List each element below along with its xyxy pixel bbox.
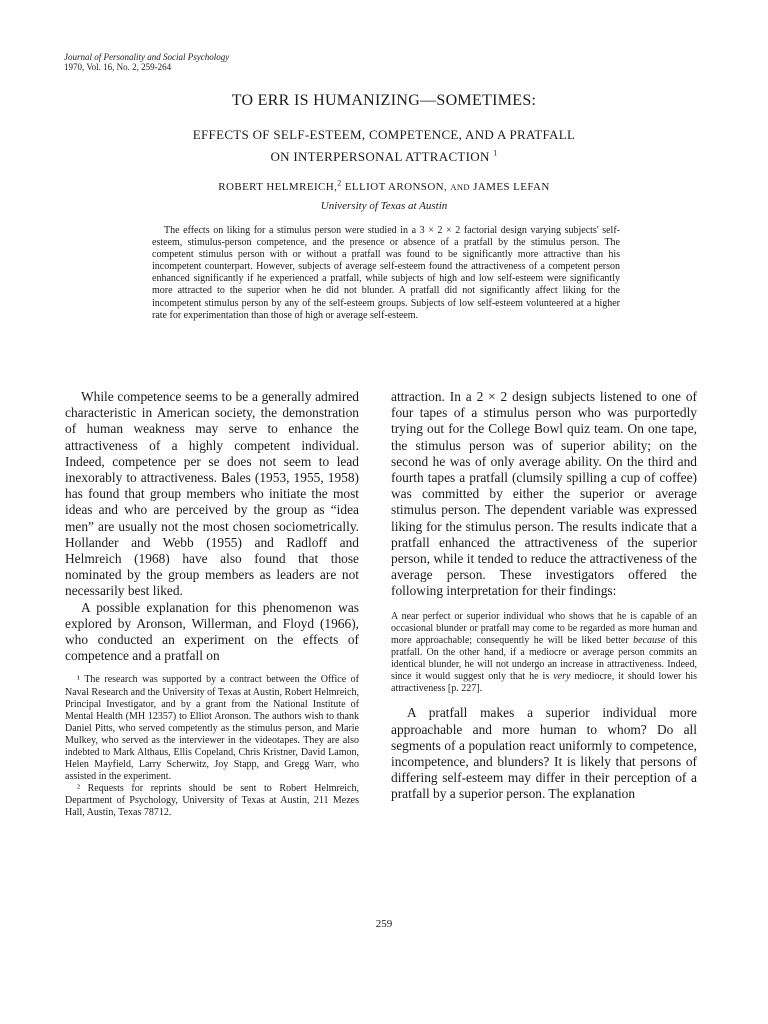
footnote-1: ¹ The research was supported by a contract between the Office of Naval Research and the University of Texas at Austin, Robert Helmreich, Principal Investigator, and by a grant from the National Institute of Mental Health (MH 12357) to Elliot Aronson. The authors wish to thank Daniel Pitts, who served competently as the stimulus person, and Marie Mulkey, who served as the interviewer in the videotapes. They are also indebted to Mark Althaus, Ellis Copeland, Chris Kristner, David Lamon, Helen Mayfield, Larry Scherwitz, Joy Stapp, and Gregg Warr, who assisted in the experiment. — [65, 674, 359, 783]
subtitle-line-2 — [0, 146, 768, 168]
journal-volume: 1970, Vol. 16, No. 2, 259-264 — [64, 62, 172, 72]
affiliation: University of Texas at Austin — [320, 200, 448, 212]
author-lefan: JAMES LEFAN — [473, 181, 550, 193]
journal-name: Journal of Personality and Social Psychology — [64, 52, 230, 62]
footnote-2: ² Requests for reprints should be sent to Robert Helmreich, Department of Psychology, University of Texas at Austin, 211 Mezes Hall, Austin, Texas 78712. — [65, 783, 359, 819]
body-paragraph: attraction. In a 2 × 2 design subjects listened to one of four tapes of a stimulus person who was purportedly trying out for the College Bowl quiz team. On one tape, the stimulus person was of superior ability; on the second he was of only average ability. On the third and fourth tapes a pratfall (clumsily spilling a cup of coffee) was committed by either the superior or average stimulus person. The dependent variable was expressed liking for the stimulus person. The results indicate that a pratfall enhanced the attractiveness of the superior person, while it tended to reduce the attractiveness of the average person. These investigators offered the following interpretation for their findings: — [391, 389, 697, 599]
body-paragraph: A pratfall makes a superior individual more approachable and more human to whom? Do all segments of a population react uniformly to competence, incompetence, and blunders? It is likely that persons of differing self-esteem may differ in their perception of a pratfall by a superior person. The explanation — [391, 705, 697, 802]
author-conjunction: AND — [450, 182, 470, 192]
quote-part-a: A near perfect or superior individual who shows that he is capable of an occasional blunder or pratfall may come to be regarded as more human and more approachable; consequently he will be liked better — [391, 610, 697, 646]
page-number: 259 — [375, 918, 393, 930]
footnote-marker-2: 2 — [337, 178, 342, 188]
quote-emphasis-very: very — [553, 671, 571, 683]
right-column — [391, 389, 697, 803]
quote-emphasis-because: because — [633, 634, 666, 646]
abstract: The effects on liking for a stimulus person were studied in a 3 × 2 × 2 factorial design varying subjects' self-esteem, stimulus-person competence, and the presence or absence of a pratfall by the stimulus person. The competent stimulus person with or without a pratfall was found to be significantly more attractive than his incompetent counterpart. However, subjects of average self-esteem found the attractiveness of a competent person enhanced significantly if he experienced a pratfall, while subjects of high and low self-esteem were significantly more attracted to the superior when he did not blunder. A pratfall did not significantly affect liking for the incompetent stimulus person by any of the self-esteem groups. Subjects of low self-esteem volunteered at a higher rate for experimentation than those of high or average self-esteem. — [152, 225, 620, 321]
subtitle-line-2-text: ON INTERPERSONAL ATTRACTION — [270, 149, 490, 164]
footnote-marker-1: 1 — [493, 148, 498, 158]
quote-text — [391, 611, 697, 696]
author-helmreich: ROBERT HELMREICH, — [218, 181, 338, 193]
left-column — [65, 389, 359, 820]
author-aronson: ELLIOT ARONSON, — [344, 181, 448, 193]
article-subtitle — [0, 124, 768, 168]
journal-citation — [64, 52, 229, 72]
article-title: TO ERR IS HUMANIZING—SOMETIMES: — [231, 92, 537, 109]
block-quote — [391, 611, 697, 696]
quote-part-b: of this pratfall. On the other hand, if a mediocre or average person commits an identical blunder, he will not undergo an increase in attractiveness. Indeed, since it would suggest only that he is — [391, 634, 698, 683]
quote-part-c: mediocre, it should lower his attractiveness [p. 227]. — [391, 671, 697, 695]
body-paragraph: A possible explanation for this phenomenon was explored by Aronson, Willerman, and Floyd (1966), who conducted an experiment on the effects of competence and a pratfall on — [65, 599, 359, 664]
body-paragraph: While competence seems to be a generally admired characteristic in American society, the demonstration of human weakness may serve to enhance the attractiveness of a highly competent individual. Indeed, competence per se does not seem to lead inexorably to attractiveness. Bales (1953, 1955, 1958) has found that group members who initiate the most ideas and who are perceived by the group as “idea men” are usually not the most chosen sociometrically. Hollander and Webb (1955) and Radloff and Helmreich (1968) have also found that those nominated by the group members as leaders are not necessarily best liked. — [65, 389, 359, 599]
footnotes — [65, 674, 359, 819]
author-list — [0, 178, 768, 193]
subtitle-line-1: EFFECTS OF SELF-ESTEEM, COMPETENCE, AND A PRATFALL — [192, 127, 576, 142]
